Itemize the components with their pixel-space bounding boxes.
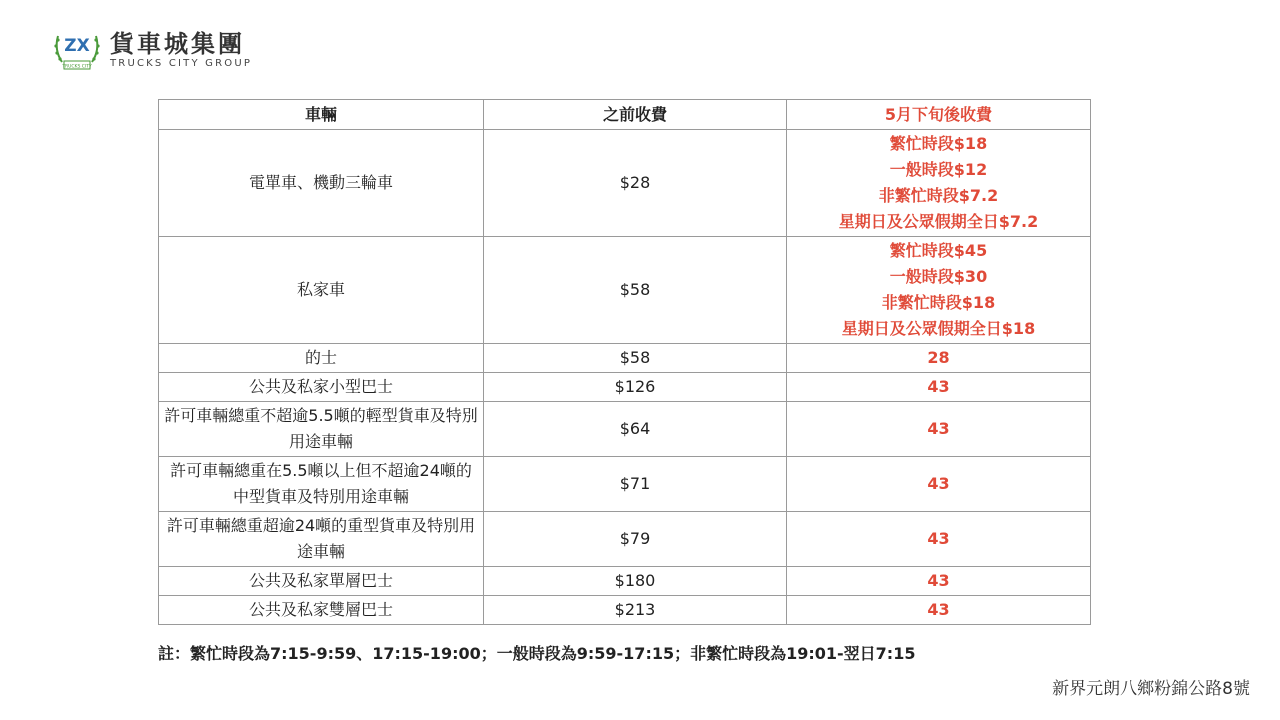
vehicle-type-cell: 許可車輛總重超逾24噸的重型貨車及特別用途車輛 [159,512,484,567]
company-name-cn: 貨車城集團 [110,30,245,58]
after-fee-line: 28 [927,348,950,367]
after-fee-line: 43 [927,529,950,548]
before-fee-cell: $64 [484,402,787,457]
after-fee-line: 一般時段$30 [889,267,988,286]
vehicle-type-cell: 公共及私家小型巴士 [159,373,484,402]
after-fee-cell [787,457,1091,512]
table-row [159,402,1091,457]
after-fee-line: 43 [927,419,950,438]
before-fee-cell: $71 [484,457,787,512]
header-before-fee: 之前收費 [484,100,787,130]
logo-mark-icon [52,28,102,72]
vehicle-type-cell: 公共及私家單層巴士 [159,567,484,596]
vehicle-type-cell: 公共及私家雙層巴士 [159,596,484,625]
table-row [159,512,1091,567]
table-row [159,457,1091,512]
before-fee-cell: $79 [484,512,787,567]
after-fee-line: 43 [927,474,950,493]
vehicle-type-cell: 許可車輛總重在5.5噸以上但不超逾24噸的中型貨車及特別用途車輛 [159,457,484,512]
toll-fee-table [158,99,1091,625]
before-fee-cell: $58 [484,237,787,344]
after-fee-cell [787,373,1091,402]
vehicle-type-cell: 私家車 [159,237,484,344]
after-fee-cell [787,130,1091,237]
before-fee-cell: $126 [484,373,787,402]
company-name-en: TRUCKS CITY GROUP [110,58,253,69]
after-fee-cell [787,512,1091,567]
after-fee-line: 星期日及公眾假期全日$7.2 [838,212,1039,231]
vehicle-type-cell: 許可車輛總重不超逾5.5噸的輕型貨車及特別用途車輛 [159,402,484,457]
before-fee-cell: $28 [484,130,787,237]
table-header-row [159,100,1091,130]
before-fee-cell: $180 [484,567,787,596]
after-fee-line: 43 [927,377,950,396]
after-fee-line: 星期日及公眾假期全日$18 [841,319,1036,338]
after-fee-cell [787,596,1091,625]
after-fee-cell [787,402,1091,457]
svg-text:TRUCKS CITY: TRUCKS CITY [62,64,92,70]
after-fee-line: 43 [927,571,950,590]
after-fee-cell [787,567,1091,596]
table-row [159,373,1091,402]
company-logo [52,26,252,74]
vehicle-type-cell: 電單車、機動三輪車 [159,130,484,237]
header-vehicle: 車輛 [159,100,484,130]
after-fee-line: 43 [927,600,950,619]
address: 新界元朗八鄉粉錦公路8號 [1052,679,1250,699]
time-period-note: 註：繁忙時段為7:15-9:59、17:15-19:00；一般時段為9:59-17:15；非繁忙時段為19:01-翌日7:15 [158,644,916,663]
before-fee-cell: $213 [484,596,787,625]
table-row [159,596,1091,625]
after-fee-line: 非繁忙時段$18 [881,293,996,312]
after-fee-line: 一般時段$12 [889,160,988,179]
after-fee-cell [787,237,1091,344]
header-after-fee: 5月下旬後收費 [787,100,1091,130]
after-fee-line: 繁忙時段$45 [889,241,988,260]
before-fee-cell: $58 [484,344,787,373]
table-row [159,344,1091,373]
table-row [159,130,1091,237]
after-fee-cell [787,344,1091,373]
svg-text:ZX: ZX [64,36,90,56]
table-row [159,237,1091,344]
after-fee-line: 繁忙時段$18 [889,134,988,153]
table-row [159,567,1091,596]
vehicle-type-cell: 的士 [159,344,484,373]
after-fee-line: 非繁忙時段$7.2 [878,186,999,205]
